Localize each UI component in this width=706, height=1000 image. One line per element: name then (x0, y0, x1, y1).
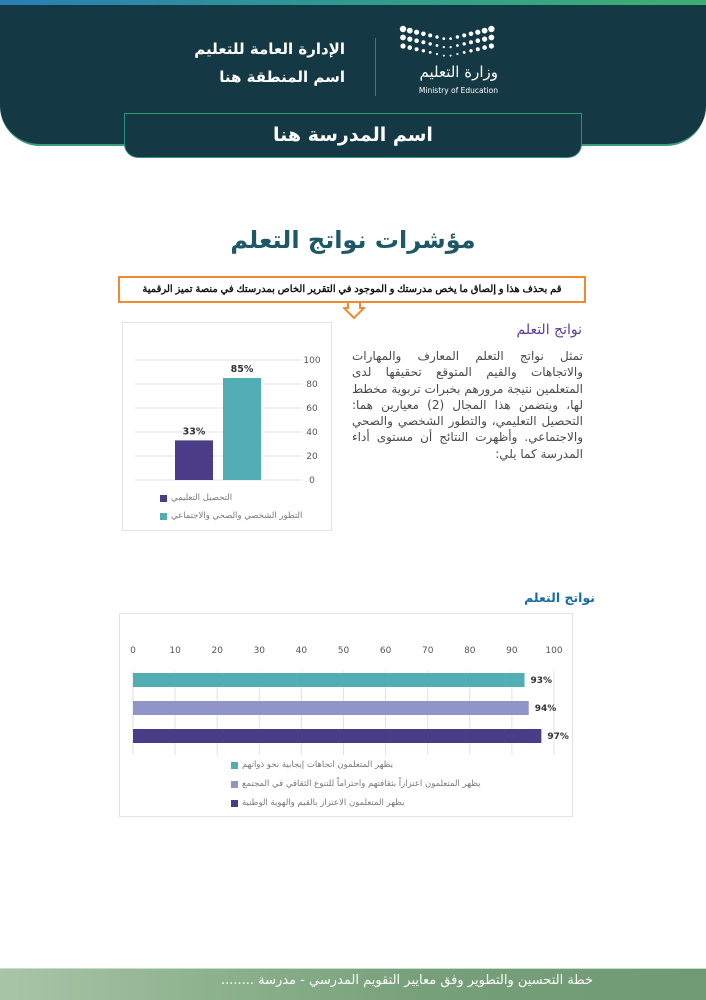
x-tick-label: 40 (295, 646, 308, 656)
data-label: 85% (230, 364, 254, 375)
logo-dot (429, 51, 432, 54)
header-divider (375, 38, 376, 96)
y-tick-label: 60 (306, 404, 318, 414)
legend-text: يظهر المتعلمون اتجاهات إيجابية نحو ذواتهم (242, 760, 393, 770)
down-arrow-icon (343, 303, 365, 319)
logo-dot (407, 28, 413, 34)
logo-dot (443, 55, 445, 57)
y-tick-label: 80 (306, 380, 318, 390)
logo-dot (435, 35, 438, 38)
logo-dot (469, 40, 473, 44)
logo-dot (407, 37, 412, 42)
legend-swatch (231, 800, 238, 807)
logo-dot (400, 26, 406, 32)
bar (175, 440, 213, 480)
logo-dot (482, 28, 488, 34)
legend-item (160, 493, 232, 503)
x-tick-label: 0 (130, 646, 136, 656)
ministry-name-ar: وزارة التعليم (419, 63, 498, 81)
y-tick-label: 0 (309, 476, 315, 486)
logo-dot (469, 32, 474, 37)
page-title: مؤشرات نواتج التعلم (230, 226, 476, 254)
x-tick-label: 100 (545, 646, 563, 656)
logo-dot (421, 40, 425, 44)
instruction-note: قم بحذف هذا و إلصاق ما يخص مدرستك و الموجود في التقرير الخاص بمدرستك في منصة تميز الرقمية (118, 276, 586, 303)
x-tick-label: 90 (506, 646, 518, 656)
y-tick-label: 20 (306, 452, 318, 462)
legend-item (231, 779, 481, 789)
data-label: 97% (547, 732, 569, 742)
logo-dot (463, 42, 466, 45)
x-tick-label: 70 (421, 646, 434, 656)
section1-heading: نواتج التعلم (516, 322, 582, 338)
legend-text: التطور الشخصي والصحي والاجتماعي (171, 511, 303, 521)
legend-item (231, 760, 393, 770)
logo-dot (449, 37, 452, 40)
legend-swatch (160, 495, 167, 502)
logo-dot (469, 49, 472, 52)
bar (133, 729, 541, 743)
logo-dot (408, 45, 413, 50)
logo-dot (456, 35, 459, 38)
logo-dot (475, 30, 480, 35)
legend-swatch (231, 781, 238, 788)
logo-dot (414, 30, 419, 35)
logo-dot (450, 55, 452, 57)
logo-dot (489, 35, 495, 41)
logo-dot (456, 53, 458, 55)
logo-dot (421, 32, 426, 37)
data-label: 94% (534, 704, 557, 714)
data-label: 33% (182, 426, 206, 438)
legend-swatch (231, 762, 238, 769)
logo-dot (489, 43, 494, 48)
x-tick-label: 20 (211, 646, 223, 656)
legend-item (160, 511, 302, 521)
x-tick-label: 30 (253, 646, 266, 656)
logo-dot (463, 51, 466, 54)
footer-text: خطة التحسين والتطوير وفق معايير التقويم المدرسي - مدرسة ........ (220, 973, 593, 988)
legend-text: يظهر المتعلمون الاعتزاز بالقيم والهوية الوطنية (242, 798, 405, 808)
section2-heading: نواتج التعلم (524, 590, 595, 605)
y-tick-label: 100 (303, 356, 321, 366)
ministry-name-en: Ministry of Education (418, 86, 498, 95)
legend-text: التحصيل التعليمي (171, 493, 233, 503)
logo-dot (482, 37, 487, 42)
bar (133, 701, 529, 715)
bar (133, 673, 525, 687)
logo-dot (476, 38, 481, 43)
legend-swatch (160, 513, 167, 520)
logo-dot (415, 47, 419, 51)
logo-dot (488, 26, 494, 32)
logo-dot (456, 44, 459, 47)
logo-dot (422, 49, 425, 52)
logo-dot (428, 33, 432, 37)
logo-dot (414, 38, 419, 43)
x-tick-label: 50 (337, 646, 350, 656)
x-tick-label: 80 (464, 646, 476, 656)
logo-dot (476, 47, 480, 51)
directorate-name: الإدارة العامة للتعليم (194, 40, 345, 58)
school-name: اسم المدرسة هنا (124, 113, 582, 158)
logo-dot (400, 35, 406, 41)
y-tick-label: 40 (306, 428, 318, 438)
logo-dot (400, 43, 405, 48)
logo-dot (450, 46, 452, 48)
logo-dot (443, 46, 445, 48)
logo-dot (429, 42, 432, 45)
data-label: 93% (530, 676, 553, 686)
x-tick-label: 60 (379, 646, 392, 656)
logo-dot (436, 53, 438, 55)
logo-dot (482, 45, 487, 50)
logo-dot (442, 37, 445, 40)
legend-item (231, 798, 405, 808)
ministry-logo-icon (398, 24, 498, 60)
region-name: اسم المنطقة هنا (219, 68, 345, 86)
logo-dot (462, 33, 466, 37)
section1-paragraph: تمثل نواتج التعلم المعارف والمهارات والاتجاهات والقيم المتوقع تحقيقها لدى المتعلمين نتيجة مرورهم بخبرات تربوية مخطط لها، ويتضمن هذا المجال (2) معيارين هما: التحصيل التعليمي، والتطور الشخصي والصحي والاجتماعي. وأظهرت النتائج أن مستوى أداء المدرسة كما يلي: (352, 349, 583, 461)
bar (223, 378, 261, 480)
legend-text: يظهر المتعلمون اعتزازاً بثقافتهم واحتراماً للتنوع الثقافي في المجتمع (242, 779, 481, 789)
logo-dot (436, 44, 439, 47)
x-tick-label: 10 (169, 646, 181, 656)
